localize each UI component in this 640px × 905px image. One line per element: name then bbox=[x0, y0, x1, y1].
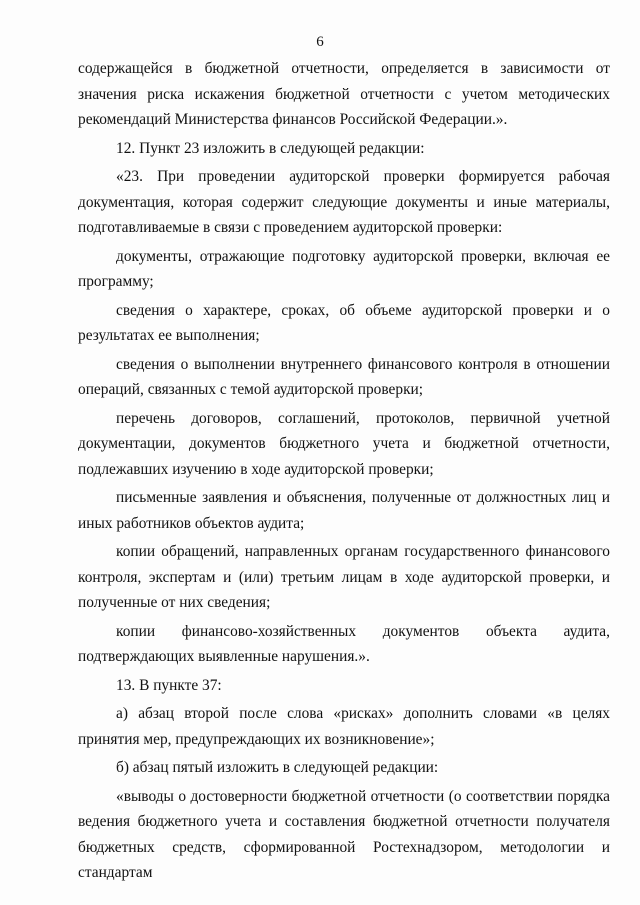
paragraph: перечень договоров, соглашений, протоколов, первичной учетной документации, документов бюджетного учета и бюджетной отчетности, подлежавших изучению в ходе аудиторской проверки; bbox=[78, 409, 610, 478]
paragraph: а) абзац второй после слова «рисках» дополнить словами «в целях принятия мер, предупреждающих их возникновение»; bbox=[78, 705, 610, 748]
paragraph: содержащейся в бюджетной отчетности, определяется в зависимости от значения риска искажения бюджетной отчетности с учетом методических рекомендаций Министерства финансов Российской Федерации.». bbox=[78, 60, 610, 128]
paragraph: б) абзац пятый изложить в следующей редакции: bbox=[116, 759, 439, 776]
paragraph: 13. В пункте 37: bbox=[116, 676, 222, 694]
paragraph: сведения о выполнении внутреннего финансового контроля в отношении операций, связанных с темой аудиторской проверки; bbox=[78, 355, 610, 398]
paragraph: письменные заявления и объяснения, полученные от должностных лиц и иных работников объектов аудита; bbox=[78, 489, 610, 532]
page-number: 6 bbox=[316, 34, 324, 50]
paragraph: документы, отражающие подготовку аудиторской проверки, включая ее программу; bbox=[78, 247, 610, 290]
paragraph: копии финансово-хозяйственных документов объекта аудита, подтверждающих выявленные нарушения.». bbox=[78, 622, 610, 665]
paragraph: сведения о характере, сроках, об объеме аудиторской проверки и о результатах ее выполнения; bbox=[78, 301, 610, 344]
paragraph: «23. При проведении аудиторской проверки формируется рабочая документация, которая содержит следующие документы и иные материалы, подготавливаемые в связи с проведением аудиторской проверки: bbox=[78, 168, 610, 236]
document-body bbox=[78, 56, 610, 886]
paragraph: 12. Пункт 23 изложить в следующей редакции: bbox=[116, 139, 425, 157]
paragraph: «выводы о достоверности бюджетной отчетности (о соответствии порядка ведения бюджетного учета и составления бюджетной отчетности получателя бюджетных средств, сформированной Ростехнадзором, методологии и стандартам bbox=[78, 787, 610, 881]
paragraph: копии обращений, направленных органам государственного финансового контроля, экспертам и (или) третьим лицам в ходе аудиторской проверки, и полученные от них сведения; bbox=[78, 543, 610, 611]
